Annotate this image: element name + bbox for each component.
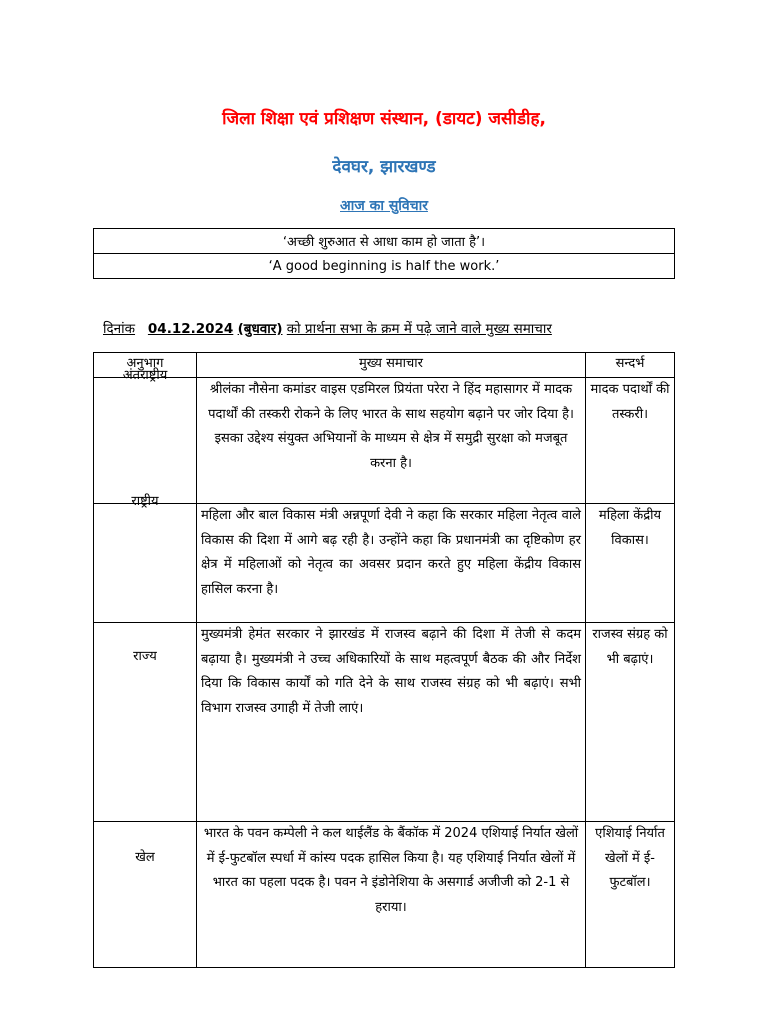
row-reference: राजस्व संग्रह को भी बढ़ाएं। bbox=[586, 623, 675, 822]
header-news: मुख्य समाचार bbox=[197, 353, 586, 378]
location-title: देवघर, झारखण्ड bbox=[332, 157, 436, 177]
news-table bbox=[93, 352, 675, 968]
row-section: अंतराष्ट्रीय bbox=[94, 378, 197, 504]
news-header-row bbox=[94, 353, 675, 378]
row-reference: मादक पदार्थों की तस्करी। bbox=[586, 378, 675, 504]
row-news: श्रीलंका नौसेना कमांडर वाइस एडमिरल प्रियंता परेरा ने हिंद महासागर में मादक पदार्थों की तस्करी रोकने के लिए भारत के साथ सहयोग बढ़ाने पर जोर दिया है। इसका उद्देश्य संयुक्त अभियानों के माध्यम से क्षेत्र में समुद्री सुरक्षा को मजबूत करना है। bbox=[197, 378, 586, 504]
institute-title: जिला शिक्षा एवं प्रशिक्षण संस्थान, (डायट) जसीडीह, bbox=[222, 109, 546, 129]
date-prefix: दिनांक bbox=[103, 321, 136, 337]
row-reference: महिला केंद्रीय विकास। bbox=[586, 504, 675, 623]
header-section: अनुभाग bbox=[94, 353, 197, 378]
table-row bbox=[94, 504, 675, 623]
table-row bbox=[94, 623, 675, 822]
date-day: (बुधवार) bbox=[237, 321, 283, 337]
thought-table bbox=[93, 228, 675, 279]
date-suffix: को प्रार्थना सभा के क्रम में पढ़े जाने वाले मुख्य समाचार bbox=[286, 321, 552, 337]
header-reference: सन्दर्भ bbox=[586, 353, 675, 378]
row-news: मुख्यमंत्री हेमंत सरकार ने झारखंड में राजस्व बढ़ाने की दिशा में तेजी से कदम बढ़ाया है। मुख्यमंत्री ने उच्च अधिकारियों के साथ महत्वपूर्ण बैठक की और निर्देश दिया कि विकास कार्यों को गति देने के साथ राजस्व संग्रह को भी बढ़ाएं। सभी विभाग राजस्व उगाही में तेजी लाएं। bbox=[197, 623, 586, 822]
thought-row-hindi bbox=[94, 229, 675, 254]
row-section: खेल bbox=[94, 822, 197, 968]
table-row bbox=[94, 822, 675, 968]
row-section: राज्य bbox=[94, 623, 197, 822]
row-news: महिला और बाल विकास मंत्री अन्नपूर्णा देवी ने कहा कि सरकार महिला नेतृत्व वाले विकास की दिशा में आगे बढ़ रही है। उन्होंने कहा कि प्रधानमंत्री का दृष्टिकोण हर क्षेत्र में महिलाओं को नेतृत्व का अवसर प्रदान करते हुए महिला केंद्रीय विकास हासिल करना है। bbox=[197, 504, 586, 623]
thought-hindi: ‘अच्छी शुरुआत से आधा काम हो जाता है’। bbox=[94, 229, 675, 254]
thought-english: ‘A good beginning is half the work.’ bbox=[94, 254, 675, 279]
date-value: 04.12.2024 bbox=[147, 321, 234, 337]
row-section: राष्ट्रीय bbox=[94, 504, 197, 623]
thought-row-english bbox=[94, 254, 675, 279]
row-reference: एशियाई निर्यात खेलों में ई-फुटबॉल। bbox=[586, 822, 675, 968]
date-line bbox=[103, 319, 552, 337]
table-row bbox=[94, 378, 675, 504]
row-news: भारत के पवन कम्पेली ने कल थाईलैंड के बैंकॉक में 2024 एशियाई निर्यात खेलों में ई-फुटबॉल स्पर्धा में कांस्य पदक हासिल किया है। यह एशियाई निर्यात खेलों में भारत का पहला पदक है। पवन ने इंडोनेशिया के असगार्ड अजीजी को 2-1 से हराया। bbox=[197, 822, 586, 968]
thought-heading: आज का सुविचार bbox=[340, 198, 428, 214]
